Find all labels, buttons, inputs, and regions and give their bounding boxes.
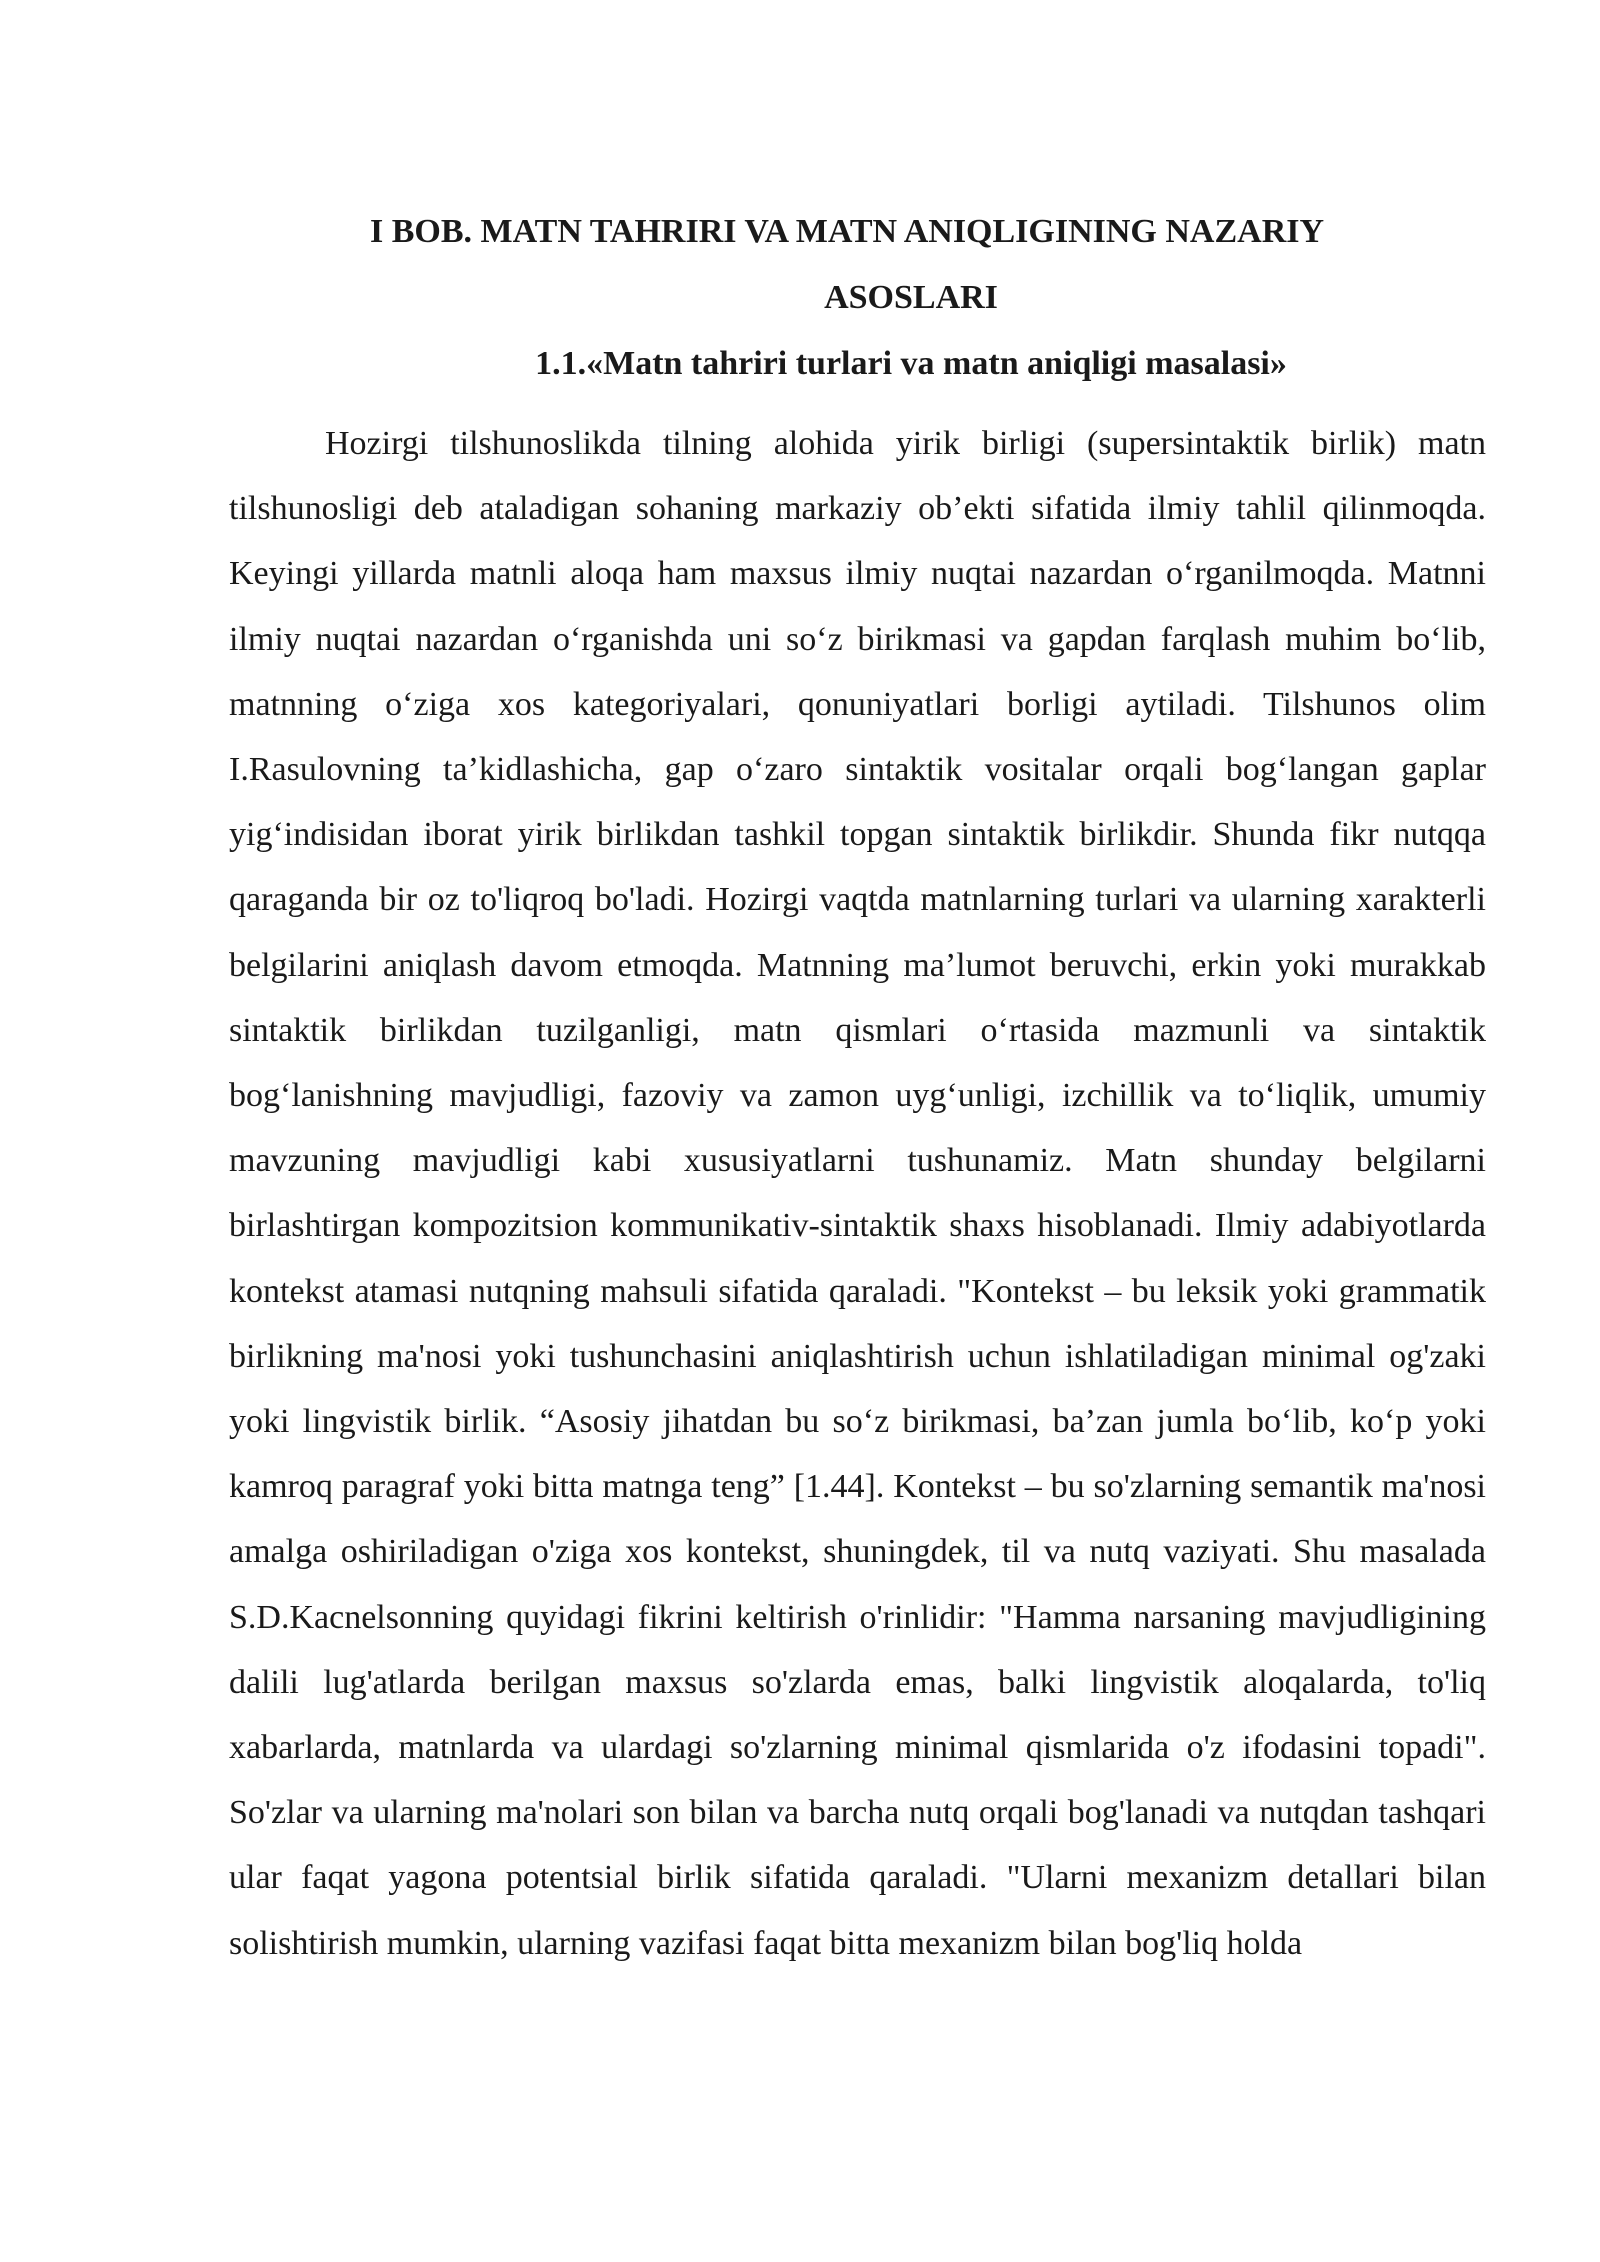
body-paragraph [229, 411, 1486, 1976]
chapter-title: I BOB. MATN TAHRIRI VA MATN ANIQLIGINING NAZARIY [370, 213, 1325, 250]
paragraph-text: Hozirgi tilshunoslikda tilning alohida yirik birligi (supersintaktik birlik) matn tilshunosligi deb ataladigan sohaning markaziy ob’ekti sifatida ilmiy tahlil qilinmoqda. Keyingi yillarda matnli aloqa ham maxsus ilmiy nuqtai nazardan o‘rganilmoqda. Matnni ilmiy nuqtai nazardan o‘rganishda uni so‘z birikmasi va gapdan farqlash muhim bo‘lib, matnning o‘ziga xos kategoriyalari, qonuniyatlari borligi aytiladi. Tilshunos olim I.Rasulovning ta’kidlashicha, gap o‘zaro sintaktik vositalar orqali bog‘langan gaplar yig‘indisidan iborat yirik birlikdan tashkil topgan sintaktik birlikdir. Shunda fikr nutqqa qaraganda bir oz to'liqroq bo'ladi. Hozirgi vaqtda matnlarning turlari va ularning xarakterli belgilarini aniqlash davom etmoqda. Matnning ma’lumot beruvchi, erkin yoki murakkab sintaktik birlikdan tuzilganligi, matn qismlari o‘rtasida mazmunli va sintaktik bog‘lanishning mavjudligi, fazoviy va zamon uyg‘unligi, izchillik va to‘liqlik, umumiy mavzuning mavjudligi kabi xususiyatlarni tushunamiz. Matn shunday belgilarni birlashtirgan kompozitsion kommunikativ-sintaktik shaxs hisoblanadi. Ilmiy adabiyotlarda kontekst atamasi nutqning mahsuli sifatida qaraladi. "Kontekst – bu leksik yoki grammatik birlikning ma'nosi yoki tushunchasini aniqlashtirish uchun ishlatiladigan minimal og'zaki yoki lingvistik birlik. “Asosiy jihatdan bu so‘z birikmasi, ba’zan jumla bo‘lib, ko‘p yoki kamroq paragraf yoki bitta matnga teng” [1.44]. Kontekst – bu so'zlarning semantik ma'nosi amalga oshiriladigan o'ziga xos kontekst, shuningdek, til va nutq vaziyati. Shu masalada S.D.Kacnelsonning quyidagi fikrini keltirish o'rinlidir: "Hamma narsaning mavjudligining dalili lug'atlarda berilgan maxsus so'zlarda emas, balki lingvistik aloqalarda, to'liq xabarlarda, matnlarda va ulardagi so'zlarning minimal qismlarida o'z ifodasini topadi". So'zlar va ularning ma'nolari son bilan va barcha nutq orqali bog'lanadi va nutqdan tashqari ular faqat yagona potentsial birlik sifatida qaraladi. "Ularni mexanizm detallari bilan solishtirish mumkin, ularning vazifasi faqat bitta mexanizm bilan bog'liq holda [229, 425, 1486, 1962]
section-title: 1.1.«Matn tahriri turlari va matn aniqligi masalasi» [535, 345, 1287, 382]
chapter-title-continuation: ASOSLARI [824, 279, 998, 316]
